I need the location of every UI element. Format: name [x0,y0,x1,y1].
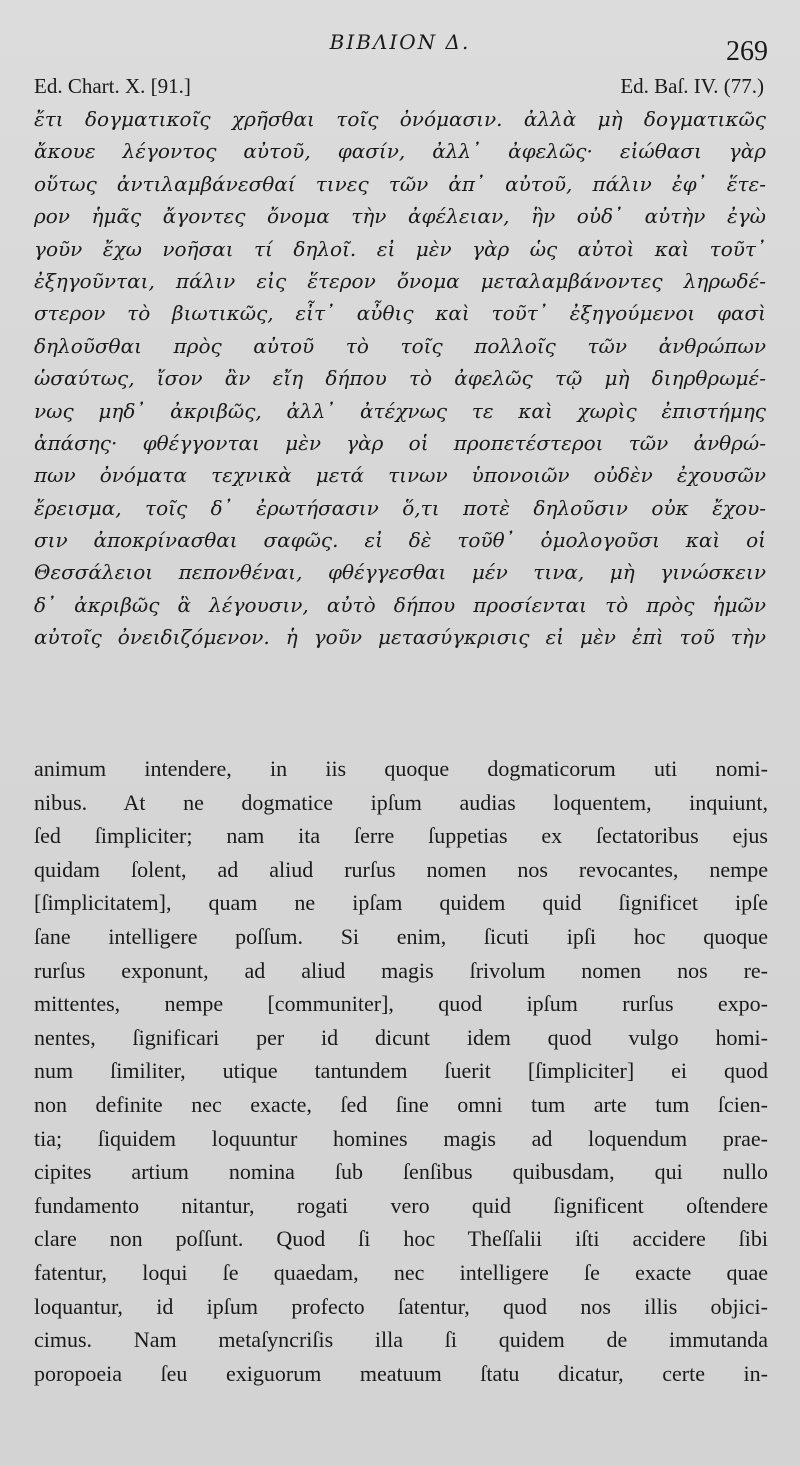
greek-line: οὕτως ἀντιλαμβάνεσθαί τινες τῶν ἀπ᾽ αὐτοῦ, πάλιν ἐφ᾽ ἕτε- [34,171,766,196]
latin-line: poropoeia ſeu exiguorum meatuum ſtatu dicatur, certe in- [34,1360,768,1386]
latin-translation-block [34,752,768,1390]
greek-line: ρον ἡμᾶς ἄγοντες ὄνομα τὴν ἀφέλειαν, ἣν οὐδ᾽ αὐτὴν ἐγὼ [34,204,766,229]
latin-line: num ſimiliter, utique tantundem ſuerit [ſimpliciter] ei quod [34,1058,768,1084]
latin-line: rurſus exponunt, ad aliud magis ſrivolum nomen nos re- [34,957,768,983]
greek-line: δηλοῦσθαι πρὸς αὐτοῦ τὸ τοῖς πολλοῖς τῶν ἀνθρώπων [34,333,766,358]
greek-line: Θεσσάλειοι πεπονθέναι, φθέγγεσθαι μέν τινα, μὴ γινώσκειν [34,560,766,585]
greek-line: ἐξηγοῦνται, πάλιν εἰς ἕτερον ὄνομα μεταλαμβάνοντες ληρωδέ- [34,268,766,293]
greek-line: ἔτι δογματικοῖς χρῆσθαι τοῖς ὀνόμασιν. ἀλλὰ μὴ δογματικῶς [34,107,766,131]
latin-line: cimus. Nam metaſyncriſis illa ſi quidem de immutanda [34,1327,768,1353]
latin-line: fatentur, loqui ſe quaedam, nec intelligere ſe exacte quae [34,1259,768,1285]
latin-line: quidam ſolent, ad aliud rurſus nomen nos revocantes, nempe [34,856,768,882]
running-title: ΒΙΒΛΙΟΝ Δ. [329,30,471,54]
latin-line: nentes, ſignificari per id dicunt idem quod vulgo homi- [34,1024,768,1050]
latin-line: ſane intelligere poſſum. Si enim, ſicuti ipſi hoc quoque [34,923,768,949]
latin-line: tia; ſiquidem loquuntur homines magis ad loquendum prae- [34,1125,768,1151]
page-number: 269 [726,36,768,67]
latin-line: non definite nec exacte, ſed ſine omni tum arte tum ſcien- [34,1091,768,1117]
latin-line: animum intendere, in iis quoque dogmaticorum uti nomi- [34,756,768,781]
latin-line: nibus. At ne dogmatice ipſum audias loquentem, inquiunt, [34,789,768,815]
greek-line: ἔρεισμα, τοῖς δ᾽ ἐρωτήσασιν ὅ,τι ποτὲ δηλοῦσιν οὐκ ἔχου- [34,495,766,520]
greek-text-block [34,103,766,654]
edition-reference-chartier: Ed. Chart. X. [91.] [34,74,191,98]
latin-line: clare non poſſunt. Quod ſi hoc Theſſalii iſti accidere ſibi [34,1226,768,1252]
latin-line: loquantur, id ipſum profecto ſatentur, quod nos illis objici- [34,1293,768,1319]
greek-line: στερον τὸ βιωτικῶς, εἶτ᾽ αὖθις καὶ τοῦτ᾽ ἐξηγούμενοι φασὶ [34,301,766,326]
latin-line: cipites artium nomina ſub ſenſibus quibusdam, qui nullo [34,1159,768,1185]
edition-reference-basel: Ed. Baſ. IV. (77.) [620,74,764,98]
greek-line: πων ὀνόματα τεχνικὰ μετά τινων ὑπονοιῶν οὐδὲν ἐχουσῶν [34,463,766,488]
latin-line: fundamento nitantur, rogati vero quid ſignificent oſtendere [34,1192,768,1218]
greek-line: ἄκουε λέγοντος αὐτοῦ, φασίν, ἀλλ᾽ ἀφελῶς· εἰώθασι γὰρ [34,139,766,164]
greek-line: σιν ἀποκρίνασθαι σαφῶς. εἰ δὲ τοῦθ᾽ ὁμολογοῦσι καὶ οἱ [34,528,766,553]
greek-line: δ᾽ ἀκριβῶς ἃ λέγουσιν, αὐτὸ δήπου προσίενται τὸ πρὸς ἡμῶν [34,592,766,617]
latin-line: ſed ſimpliciter; nam ita ſerre ſuppetias ex ſectatoribus ejus [34,823,768,849]
latin-line: mittentes, nempe [communiter], quod ipſum rurſus expo- [34,991,768,1017]
greek-line: αὐτοῖς ὀνειδιζόμενον. ἡ γοῦν μετασύγκρισις εἰ μὲν ἐπὶ τοῦ τὴν [34,625,766,650]
latin-line: [ſimplicitatem], quam ne ipſam quidem quid ſignificet ipſe [34,890,768,916]
greek-line: ὡσαύτως, ἴσον ἂν εἴη δήπου τὸ ἀφελῶς τῷ μὴ διηρθρωμέ- [34,366,766,391]
greek-line: γοῦν ἔχω νοῆσαι τί δηλοῖ. εἰ μὲν γὰρ ὡς αὐτοὶ καὶ τοῦτ᾽ [34,236,766,261]
greek-line: νως μηδ᾽ ἀκριβῶς, ἀλλ᾽ ἀτέχνως τε καὶ χωρὶς ἐπιστήμης [34,398,766,423]
greek-line: ἁπάσης· φθέγγονται μὲν γὰρ οἱ προπετέστεροι τῶν ἀνθρώ- [34,430,766,455]
